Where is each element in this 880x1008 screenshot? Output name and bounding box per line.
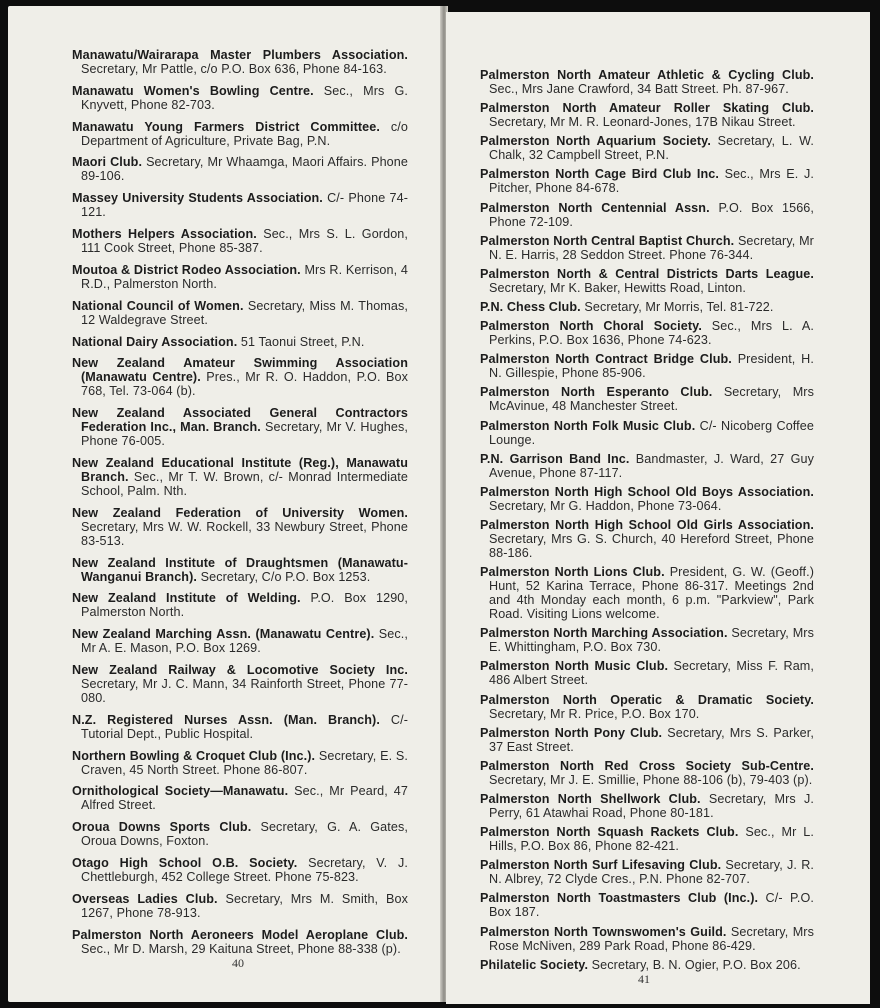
organization-name: Manawatu Young Farmers District Committee. [72, 119, 380, 134]
directory-entry [72, 506, 408, 548]
organization-details: Bandmaster, J. Ward, 27 Guy Avenue, Phone 87-117. [489, 451, 814, 480]
organization-details: President, H. N. Gillespie, Phone 85-906. [489, 352, 814, 381]
organization-name: National Council of Women. [72, 298, 244, 313]
organization-details: Secretary, Mrs M. Smith, Box 1267, Phone 78-913. [81, 891, 408, 920]
organization-name: Otago High School O.B. Society. [72, 856, 298, 871]
organization-name: New Zealand Railway & Locomotive Society Inc. [72, 663, 408, 677]
directory-entry [72, 456, 408, 498]
directory-entry [480, 267, 814, 295]
directory-entry [72, 556, 408, 584]
directory-entry [72, 749, 408, 777]
right-directory-list [480, 68, 814, 972]
directory-entry [480, 385, 814, 413]
organization-name: Palmerston North Contract Bridge Club. [480, 352, 732, 367]
directory-entry [72, 663, 408, 705]
organization-details: Secretary, L. W. Chalk, 32 Campbell Street, P.N. [489, 134, 814, 163]
directory-entry [480, 201, 814, 229]
left-page [8, 6, 442, 1002]
organization-name: New Zealand Marching Assn. (Manawatu Centre). [72, 627, 375, 642]
organization-name: Palmerston North Shellwork Club. [480, 791, 701, 806]
organization-name: Palmerston North Toastmasters Club (Inc.). [480, 891, 759, 906]
organization-name: Palmerston North High School Old Boys Association. [480, 484, 814, 499]
organization-details: Secretary, E. S. Craven, 45 North Street. Phone 86-807. [81, 748, 408, 777]
organization-name: P.N. Garrison Band Inc. [480, 451, 630, 466]
organization-name: New Zealand Institute of Draughtsmen (Manawatu-Wanganui Branch). [72, 555, 408, 584]
directory-entry [72, 892, 408, 920]
organization-name: Manawatu/Wairarapa Master Plumbers Association. [72, 48, 408, 62]
organization-name: Overseas Ladies Club. [72, 891, 218, 906]
organization-details: Sec., Mrs G. Knyvett, Phone 82-703. [81, 83, 408, 112]
organization-details: Sec., Mrs E. J. Pitcher, Phone 84-678. [489, 167, 814, 196]
organization-details: Secretary, Mr J. C. Mann, 34 Rainforth Street, Phone 77-080. [81, 677, 408, 705]
directory-entry [72, 84, 408, 112]
organization-details: Secretary, Mr Whaamga, Maori Affairs. Phone 89-106. [81, 155, 408, 184]
organization-name: Palmerston North High School Old Girls Association. [480, 517, 814, 532]
organization-details: Sec., Mrs Jane Crawford, 34 Batt Street. Ph. 87-967. [489, 82, 789, 96]
organization-details: P.O. Box 1566, Phone 72-109. [489, 200, 814, 229]
organization-name: Palmerston North Lions Club. [480, 565, 665, 580]
directory-entry [480, 858, 814, 886]
organization-name: New Zealand Amateur Swimming Association (Manawatu Centre). [72, 356, 408, 385]
organization-details: Secretary, Mrs McAvinue, 48 Manchester Street. [489, 385, 814, 414]
organization-name: Palmerston North Townswomen's Guild. [480, 924, 727, 939]
directory-entry [480, 958, 814, 972]
directory-entry [480, 891, 814, 919]
directory-entry [72, 335, 408, 349]
organization-name: Palmerston North & Central Districts Darts League. [480, 266, 814, 281]
organization-details: President, G. W. (Geoff.) Hunt, 52 Karina Terrace, Phone 86-317. Meetings 2nd and 4th Monday each month, 6 p.m. "Parkview", Park Road. Visiting Lions welcome. [489, 565, 814, 622]
organization-details: Mrs R. Kerrison, 4 R.D., Palmerston North. [81, 262, 408, 291]
directory-entry [480, 925, 814, 953]
directory-entry [480, 726, 814, 754]
page-number: 40 [232, 956, 244, 970]
organization-details: Secretary, Mrs Rose McNiven, 289 Park Road, Phone 86-429. [489, 924, 814, 953]
organization-name: Palmerston North Operatic & Dramatic Society. [480, 692, 814, 707]
organization-details: Secretary, G. A. Gates, Oroua Downs, Foxton. [81, 820, 408, 849]
organization-details: Secretary, Mrs G. S. Church, 40 Hereford Street, Phone 88-186. [489, 531, 814, 560]
organization-details: Sec., Mr L. Hills, P.O. Box 86, Phone 82-421. [489, 825, 815, 854]
organization-details: Secretary, Mrs S. Parker, 37 East Street. [489, 725, 814, 754]
organization-details: Secretary, J. R. N. Albrey, 72 Clyde Cres., P.N. Phone 82-707. [489, 858, 814, 887]
organization-details: P.O. Box 1290, Palmerston North. [81, 591, 408, 620]
organization-name: Mothers Helpers Association. [72, 227, 257, 242]
organization-details: Pres., Mr R. O. Haddon, P.O. Box 768, Tel. 73-064 (b). [81, 370, 408, 399]
organization-name: Palmerston North Esperanto Club. [480, 385, 713, 400]
organization-details: Secretary, Mrs J. Perry, 61 Atawhai Road, Phone 80-181. [489, 791, 814, 820]
organization-details: Secretary, B. N. Ogier, P.O. Box 206. [591, 957, 801, 972]
directory-entry [72, 120, 408, 148]
organization-name: Palmerston North Amateur Roller Skating Club. [480, 101, 814, 116]
organization-details: Sec., Mr A. E. Mason, P.O. Box 1269. [81, 627, 408, 656]
organization-details: Secretary, Mr N. E. Harris, 28 Seddon Street. Phone 76-344. [489, 233, 814, 262]
directory-entry [72, 627, 408, 655]
organization-details: Secretary, Miss F. Ram, 486 Albert Street. [489, 659, 814, 688]
organization-details: C/- Tutorial Dept., Public Hospital. [81, 712, 408, 741]
organization-name: Palmerston North Aquarium Society. [480, 134, 711, 149]
organization-name: National Dairy Association. [72, 334, 238, 349]
organization-details: Secretary, Mr R. Price, P.O. Box 170. [489, 706, 700, 721]
directory-entry [72, 299, 408, 327]
organization-details: Secretary, V. J. Chettleburgh, 452 College Street. Phone 75-823. [81, 856, 409, 885]
organization-name: New Zealand Associated General Contractors Federation Inc., Man. Branch. [72, 406, 408, 435]
directory-entry [480, 759, 814, 787]
organization-name: Palmerston North Marching Association. [480, 626, 728, 641]
organization-name: Palmerston North Central Baptist Church. [480, 233, 735, 248]
organization-details: Sec., Mrs S. L. Gordon, 111 Cook Street, Phone 85-387. [81, 227, 409, 256]
organization-name: Oroua Downs Sports Club. [72, 820, 252, 835]
organization-details: C/- Nicoberg Coffee Lounge. [489, 418, 814, 447]
directory-entry [72, 820, 408, 848]
organization-details: Secretary, Mr Morris, Tel. 81-722. [584, 299, 774, 314]
organization-name: Palmerston North Red Cross Society Sub-Centre. [480, 758, 814, 773]
organization-name: Palmerston North Squash Rackets Club. [480, 825, 739, 840]
directory-entry [72, 48, 408, 76]
organization-details: Secretary, Mrs E. Whittingham, P.O. Box 730. [489, 626, 814, 655]
organization-name: Palmerston North Amateur Athletic & Cycling Club. [480, 68, 814, 82]
organization-details: C/- Phone 74-121. [81, 191, 408, 220]
organization-details: Secretary, C/o P.O. Box 1253. [200, 569, 371, 584]
directory-entry [72, 856, 408, 884]
organization-name: Philatelic Society. [480, 957, 589, 972]
directory-entry [480, 319, 814, 347]
organization-details: Sec., Mr D. Marsh, 29 Kaituna Street, Phone 88-338 (p). [81, 941, 401, 956]
organization-details: Secretary, Mr G. Haddon, Phone 73-064. [489, 498, 722, 513]
organization-name: Manawatu Women's Bowling Centre. [72, 83, 314, 98]
organization-name: New Zealand Federation of University Women. [72, 505, 408, 520]
organization-details: Sec., Mr T. W. Brown, c/- Monrad Intermediate School, Palm. Nth. [81, 469, 408, 498]
organization-name: Northern Bowling & Croquet Club (Inc.). [72, 748, 316, 763]
directory-entry [480, 68, 814, 96]
organization-name: Ornithological Society—Manawatu. [72, 784, 289, 799]
directory-entry [72, 713, 408, 741]
directory-entry [480, 352, 814, 380]
directory-entry [72, 406, 408, 448]
directory-entry [480, 452, 814, 480]
organization-name: Massey University Students Association. [72, 191, 323, 206]
directory-entry [480, 101, 814, 129]
organization-details: 51 Taonui Street, P.N. [240, 334, 365, 349]
organization-name: Palmerston North Folk Music Club. [480, 418, 696, 433]
organization-details: Secretary, Mr V. Hughes, Phone 76-005. [81, 420, 409, 449]
organization-name: Palmerston North Centennial Assn. [480, 200, 710, 215]
organization-details: Secretary, Mr Pattle, c/o P.O. Box 636, Phone 84-163. [81, 62, 387, 76]
organization-name: Palmerston North Aeroneers Model Aeroplane Club. [72, 927, 408, 942]
organization-name: Palmerston North Choral Society. [480, 319, 702, 334]
organization-details: Sec., Mr Peard, 47 Alfred Street. [81, 784, 408, 813]
organization-details: Secretary, Miss M. Thomas, 12 Waldegrave Street. [81, 298, 408, 327]
organization-name: Palmerston North Cage Bird Club Inc. [480, 167, 719, 182]
directory-entry [480, 659, 814, 687]
directory-entry [72, 928, 408, 956]
directory-entry [480, 792, 814, 820]
organization-name: Palmerston North Music Club. [480, 659, 669, 674]
directory-entry [480, 485, 814, 513]
organization-name: P.N. Chess Club. [480, 299, 581, 314]
page-number: 41 [638, 972, 650, 986]
organization-name: Palmerston North Pony Club. [480, 725, 663, 740]
organization-details: Secretary, Mr J. E. Smillie, Phone 88-106 (b), 79-403 (p). [489, 772, 813, 787]
directory-entry [72, 356, 408, 398]
directory-entry [72, 191, 408, 219]
organization-details: Sec., Mrs L. A. Perkins, P.O. Box 1636, Phone 74-623. [489, 319, 814, 348]
organization-details: C/- P.O. Box 187. [489, 891, 814, 920]
organization-details: Secretary, Mr K. Baker, Hewitts Road, Linton. [489, 280, 746, 295]
directory-entry [480, 518, 814, 560]
organization-name: N.Z. Registered Nurses Assn. (Man. Branch). [72, 712, 380, 727]
directory-entry [480, 825, 814, 853]
directory-entry [480, 300, 814, 314]
organization-name: Maori Club. [72, 155, 143, 170]
organization-details: Secretary, Mrs W. W. Rockell, 33 Newbury Street, Phone 83-513. [81, 519, 408, 548]
directory-entry [480, 234, 814, 262]
directory-entry [480, 626, 814, 654]
organization-details: Secretary, Mr M. R. Leonard-Jones, 17B Nikau Street. [489, 115, 796, 130]
organization-name: Moutoa & District Rodeo Association. [72, 262, 301, 277]
directory-entry [480, 134, 814, 162]
directory-entry [72, 784, 408, 812]
directory-entry [72, 263, 408, 291]
left-directory-list [72, 48, 408, 956]
directory-entry [480, 565, 814, 621]
directory-entry [72, 155, 408, 183]
directory-entry [480, 419, 814, 447]
directory-entry [480, 167, 814, 195]
organization-name: New Zealand Institute of Welding. [72, 591, 301, 606]
right-page [446, 12, 870, 1004]
directory-entry [72, 227, 408, 255]
directory-entry [480, 693, 814, 721]
organization-name: Palmerston North Surf Lifesaving Club. [480, 858, 722, 873]
directory-entry [72, 591, 408, 619]
organization-details: c/o Department of Agriculture, Private Bag, P.N. [81, 119, 408, 148]
organization-name: New Zealand Educational Institute (Reg.), Manawatu Branch. [72, 455, 408, 484]
